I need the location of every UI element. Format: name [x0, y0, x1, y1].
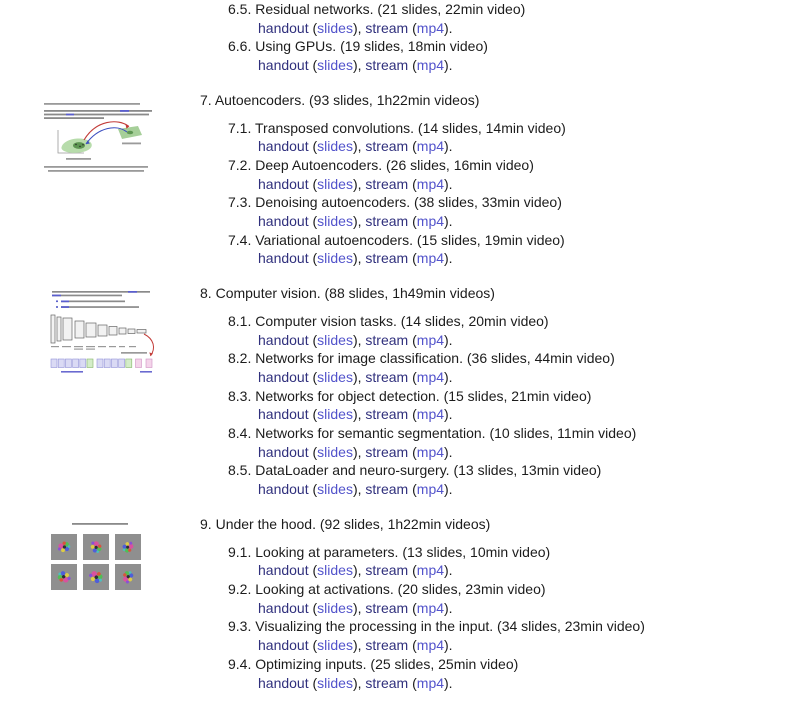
link-separator: ( [408, 562, 417, 579]
link-separator: ). [444, 138, 453, 155]
lecture-number: 6.5. [228, 1, 252, 17]
lecture-title: Looking at parameters. [255, 543, 399, 560]
lecture-links-line [258, 480, 790, 499]
layer-labels [51, 346, 136, 350]
lecture-meta: (21 slides, 22min video) [377, 1, 526, 17]
mp4-link[interactable]: mp4 [416, 481, 445, 498]
link-separator: ( [408, 481, 417, 498]
link-separator: ( [308, 481, 318, 498]
lecture-title-line [228, 156, 790, 175]
link-separator: ( [308, 406, 318, 423]
mp4-link[interactable]: mp4 [416, 213, 445, 230]
slide-thumbnail-under-the-hood [50, 518, 150, 600]
stream-link[interactable]: stream [365, 19, 409, 36]
lecture-item [228, 156, 790, 193]
lecture-meta: (36 slides, 44min video) [466, 350, 615, 367]
link-separator: ( [408, 637, 417, 654]
link-separator: ( [308, 213, 318, 230]
handout-link[interactable]: handout [258, 406, 309, 423]
lecture-title: DataLoader and neuro-surgery. [255, 462, 450, 479]
handout-link[interactable]: handout [258, 443, 309, 460]
lecture-item [228, 461, 790, 498]
lecture-number: 9.4. [228, 655, 252, 672]
link-separator: ( [308, 368, 318, 385]
feature-blocks [51, 359, 152, 368]
link-separator: ( [408, 674, 417, 691]
lecture-title-line [228, 119, 790, 138]
link-separator: ). [444, 19, 453, 36]
slide-text-lines [52, 291, 150, 308]
lecture-title-line [228, 655, 790, 674]
link-separator: ). [444, 562, 453, 579]
section-meta: (88 slides, 1h49min videos) [324, 285, 495, 302]
mp4-link[interactable]: mp4 [416, 57, 445, 74]
section-heading [200, 515, 790, 534]
handout-link[interactable]: handout [258, 213, 309, 230]
handout-link[interactable]: handout [258, 175, 309, 192]
link-separator: ( [408, 57, 417, 74]
lecture-meta: (13 slides, 10min video) [402, 543, 551, 560]
slides-link[interactable]: slides [317, 637, 353, 654]
lecture-title: Transposed convolutions. [255, 119, 415, 136]
link-separator: ( [308, 331, 318, 348]
link-separator: ). [444, 368, 453, 385]
mp4-link[interactable]: mp4 [416, 19, 445, 36]
lecture-item [228, 312, 790, 349]
link-separator: ). [444, 213, 453, 230]
lecture-title: Denoising autoencoders. [255, 194, 411, 211]
link-separator: ( [408, 138, 417, 155]
handout-link[interactable]: handout [258, 674, 309, 691]
lecture-item [228, 119, 790, 156]
lecture-links-line [258, 137, 790, 156]
slides-link[interactable]: slides [317, 57, 353, 74]
slides-link[interactable]: slides [317, 443, 353, 460]
lecture-links-line [258, 599, 790, 618]
slide-thumbnail-autoencoders [36, 100, 154, 176]
handout-link[interactable]: handout [258, 562, 309, 579]
lecture-title-line [228, 617, 790, 636]
mp4-link[interactable]: mp4 [416, 599, 445, 616]
section-9 [200, 515, 790, 692]
lecture-title-line [228, 387, 790, 406]
lecture-links-line [258, 56, 790, 75]
link-separator: ( [308, 674, 318, 691]
stream-link[interactable]: stream [365, 481, 409, 498]
link-separator: ( [408, 213, 417, 230]
lecture-title: Networks for image classification. [255, 350, 463, 367]
lecture-title: Visualizing the processing in the input. [255, 618, 494, 635]
lecture-item [228, 617, 790, 654]
lecture-meta: (14 slides, 20min video) [400, 312, 549, 329]
lecture-links-line [258, 405, 790, 424]
mp4-link[interactable]: mp4 [416, 674, 445, 691]
lecture-number: 8.5. [228, 462, 252, 479]
link-separator: ), [352, 19, 366, 36]
slides-link[interactable]: slides [317, 331, 353, 348]
slides-link[interactable]: slides [317, 213, 353, 230]
link-separator: ( [308, 250, 318, 267]
lecture-number: 7.4. [228, 231, 252, 248]
link-separator: ( [408, 368, 417, 385]
lecture-title-line [228, 193, 790, 212]
course-toc [200, 0, 790, 692]
mp4-link[interactable]: mp4 [416, 406, 445, 423]
section-items [228, 312, 790, 499]
network-architecture [51, 315, 146, 343]
slides-link[interactable]: slides [317, 562, 353, 579]
lecture-links-line [258, 331, 790, 350]
slide-thumbnail-computer-vision [45, 288, 157, 380]
lecture-item [228, 349, 790, 386]
handout-link[interactable]: handout [258, 331, 309, 348]
handout-link[interactable]: handout [258, 599, 309, 616]
lecture-title-line [228, 424, 790, 443]
handout-link[interactable]: handout [258, 138, 309, 155]
link-separator: ), [352, 599, 366, 616]
lecture-item [228, 193, 790, 230]
link-separator: ( [308, 175, 318, 192]
link-separator: ). [444, 637, 453, 654]
mp4-link[interactable]: mp4 [416, 138, 445, 155]
lecture-title-line [228, 37, 790, 56]
link-separator: ), [352, 57, 366, 74]
lecture-title: Looking at activations. [255, 580, 394, 597]
slides-link[interactable]: slides [317, 19, 353, 36]
section-meta: (93 slides, 1h22min videos) [309, 91, 480, 108]
lecture-meta: (13 slides, 13min video) [453, 462, 602, 479]
mp4-link[interactable]: mp4 [416, 175, 445, 192]
link-separator: ). [444, 481, 453, 498]
mp4-link[interactable]: mp4 [416, 331, 445, 348]
lecture-number: 7.3. [228, 194, 252, 211]
lecture-number: 8.4. [228, 425, 252, 442]
lecture-title: Networks for semantic segmentation. [255, 425, 486, 442]
link-separator: ( [408, 19, 417, 36]
lecture-title-line [228, 231, 790, 250]
lecture-number: 7.1. [228, 119, 252, 136]
stream-link[interactable]: stream [365, 562, 409, 579]
handout-link[interactable]: handout [258, 250, 309, 267]
stream-link[interactable]: stream [365, 250, 409, 267]
lecture-links-line [258, 19, 790, 38]
lecture-links-line [258, 443, 790, 462]
stream-link[interactable]: stream [365, 213, 409, 230]
stream-link[interactable]: stream [365, 175, 409, 192]
lecture-meta: (15 slides, 19min video) [416, 231, 565, 248]
link-separator: ), [352, 138, 366, 155]
section-items [228, 543, 790, 693]
link-separator: ), [352, 175, 366, 192]
lecture-meta: (34 slides, 23min video) [497, 618, 645, 635]
lecture-item [228, 580, 790, 617]
stream-link[interactable]: stream [365, 406, 409, 423]
stream-link[interactable]: stream [365, 138, 409, 155]
stream-link[interactable]: stream [365, 674, 409, 691]
link-separator: ). [444, 406, 453, 423]
lecture-meta: (15 slides, 21min video) [443, 387, 592, 404]
slides-link[interactable]: slides [317, 250, 353, 267]
section-heading [200, 91, 790, 110]
section-6 [200, 0, 790, 75]
lecture-title-line [228, 312, 790, 331]
section-heading [200, 284, 790, 303]
link-separator: ( [408, 250, 417, 267]
slides-link[interactable]: slides [317, 599, 353, 616]
stream-link[interactable]: stream [365, 637, 409, 654]
lecture-item [228, 0, 790, 37]
link-separator: ( [408, 331, 417, 348]
section-number: 7. [200, 91, 212, 108]
mp4-link[interactable]: mp4 [416, 562, 445, 579]
lecture-title: Using GPUs. [255, 38, 337, 55]
lecture-title: Deep Autoencoders. [255, 156, 383, 173]
lecture-links-line [258, 636, 790, 655]
lecture-title-line [228, 461, 790, 480]
link-separator: ( [408, 175, 417, 192]
slides-link[interactable]: slides [317, 674, 353, 691]
lecture-item [228, 424, 790, 461]
section-7 [200, 91, 790, 268]
stream-link[interactable]: stream [365, 57, 409, 74]
link-separator: ( [308, 562, 318, 579]
stream-link[interactable]: stream [365, 599, 409, 616]
link-separator: ( [308, 637, 318, 654]
lecture-links-line [258, 674, 790, 693]
lecture-links-line [258, 249, 790, 268]
link-separator: ), [352, 213, 366, 230]
link-separator: ), [352, 637, 366, 654]
lecture-number: 6.6. [228, 38, 252, 55]
link-separator: ). [444, 674, 453, 691]
lecture-title: Variational autoencoders. [255, 231, 413, 248]
lecture-number: 9.3. [228, 618, 252, 635]
lecture-item [228, 655, 790, 692]
lecture-meta: (19 slides, 18min video) [340, 38, 488, 55]
block-captions [61, 371, 152, 373]
link-separator: ( [408, 443, 417, 460]
lecture-title-line [228, 580, 790, 599]
handout-link[interactable]: handout [258, 57, 309, 74]
latent-space-diagram [58, 122, 142, 160]
slides-link[interactable]: slides [317, 138, 353, 155]
link-separator: ), [352, 250, 366, 267]
mp4-link[interactable]: mp4 [416, 637, 445, 654]
handout-link[interactable]: handout [258, 481, 309, 498]
link-separator: ), [352, 406, 366, 423]
stream-link[interactable]: stream [365, 368, 409, 385]
lecture-title-line [228, 543, 790, 562]
section-meta: (92 slides, 1h22min videos) [319, 515, 491, 532]
lecture-meta: (20 slides, 23min video) [397, 580, 546, 597]
slide-text-lines [44, 103, 152, 172]
link-separator: ), [352, 443, 366, 460]
handout-link[interactable]: handout [258, 19, 309, 36]
link-separator: ( [408, 599, 417, 616]
lecture-meta: (10 slides, 11min video) [489, 425, 637, 442]
mp4-link[interactable]: mp4 [416, 443, 445, 460]
lecture-links-line [258, 561, 790, 580]
lecture-number: 7.2. [228, 156, 252, 173]
section-title: Under the hood. [215, 515, 316, 532]
lecture-title-line [228, 0, 790, 19]
slides-link[interactable]: slides [317, 481, 353, 498]
lecture-title: Computer vision tasks. [255, 312, 397, 329]
section-number: 9. [200, 515, 212, 532]
link-separator: ). [444, 599, 453, 616]
stream-link[interactable]: stream [365, 443, 409, 460]
lecture-meta: (25 slides, 25min video) [370, 655, 519, 672]
link-separator: ). [444, 175, 453, 192]
link-separator: ( [308, 57, 318, 74]
lecture-number: 8.1. [228, 312, 252, 329]
lecture-title: Networks for object detection. [255, 387, 440, 404]
mp4-link[interactable]: mp4 [416, 368, 445, 385]
lecture-meta: (14 slides, 14min video) [417, 119, 566, 136]
lecture-title-line [228, 349, 790, 368]
lecture-item [228, 37, 790, 74]
link-separator: ( [308, 19, 318, 36]
lecture-meta: (26 slides, 16min video) [386, 156, 534, 173]
link-separator: ). [444, 250, 453, 267]
stream-link[interactable]: stream [365, 331, 409, 348]
link-separator: ), [352, 331, 366, 348]
section-items [228, 119, 790, 269]
link-separator: ). [444, 57, 453, 74]
citation-text [121, 352, 147, 354]
lecture-item [228, 231, 790, 268]
caption-text [72, 523, 128, 525]
lecture-number: 9.1. [228, 543, 252, 560]
mp4-link[interactable]: mp4 [416, 250, 445, 267]
link-separator: ( [308, 443, 318, 460]
link-separator: ), [352, 562, 366, 579]
link-separator: ), [352, 368, 366, 385]
section-8 [200, 284, 790, 499]
handout-link[interactable]: handout [258, 637, 309, 654]
link-separator: ), [352, 674, 366, 691]
section-title: Autoencoders. [214, 91, 306, 108]
lecture-number: 8.2. [228, 350, 252, 367]
section-items [228, 0, 790, 75]
slides-link[interactable]: slides [317, 175, 353, 192]
link-separator: ( [308, 138, 318, 155]
link-separator: ( [308, 599, 318, 616]
link-separator: ), [352, 481, 366, 498]
slides-link[interactable]: slides [317, 368, 353, 385]
lecture-links-line [258, 175, 790, 194]
link-separator: ). [444, 331, 453, 348]
link-separator: ). [444, 443, 453, 460]
lecture-links-line [258, 368, 790, 387]
lecture-links-line [258, 212, 790, 231]
lecture-number: 8.3. [228, 387, 252, 404]
handout-link[interactable]: handout [258, 368, 309, 385]
lecture-meta: (38 slides, 33min video) [414, 194, 562, 211]
lecture-item [228, 387, 790, 424]
slides-link[interactable]: slides [317, 406, 353, 423]
lecture-title: Optimizing inputs. [255, 655, 367, 672]
lecture-item [228, 543, 790, 580]
section-title: Computer vision. [215, 285, 321, 302]
section-number: 8. [200, 285, 212, 302]
lecture-number: 9.2. [228, 580, 252, 597]
link-separator: ( [408, 406, 417, 423]
lecture-title: Residual networks. [255, 1, 374, 17]
